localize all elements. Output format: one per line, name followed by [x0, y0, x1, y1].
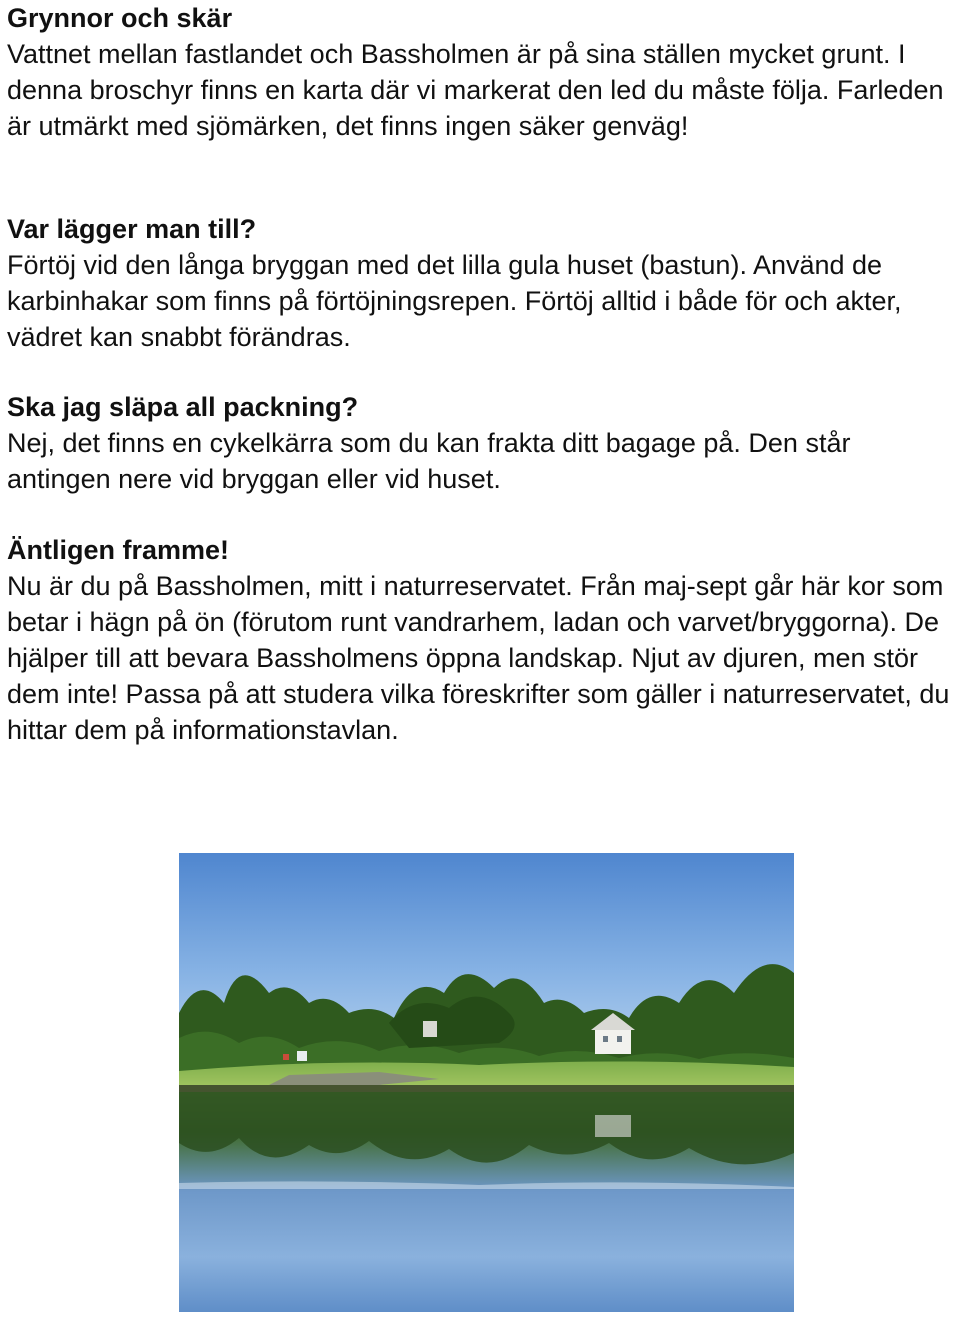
section-packning: [7, 389, 957, 497]
section-heading: Var lägger man till?: [7, 214, 257, 244]
section-body: Nej, det finns en cykelkärra som du kan frakta ditt bagage på. Den står antingen nere vid bryggan eller vid huset.: [7, 428, 851, 494]
section-body: Förtöj vid den långa bryggan med det lilla gula huset (bastun). Använd de karbinhakar som finns på förtöjningsrepen. Förtöj alltid i både för och akter, vädret kan snabbt förändras.: [7, 250, 902, 352]
section-framme: [7, 532, 957, 748]
section-var-lagger: [7, 211, 957, 355]
section-heading: Ska jag släpa all packning?: [7, 392, 359, 422]
section-grynnor: [7, 0, 957, 144]
section-body: Nu är du på Bassholmen, mitt i naturreservatet. Från maj-sept går här kor som betar i hägn på ön (förutom runt vandrarhem, ladan och varvet/bryggorna). De hjälper till att bevara Bassholmens öppna landskap. Njut av djuren, men stör dem inte! Passa på att studera vilka föreskrifter som gäller i naturreservatet, du hittar dem på informationstavlan.: [7, 571, 950, 745]
section-heading: Grynnor och skär: [7, 3, 233, 33]
section-heading: Äntligen framme!: [7, 535, 230, 565]
section-body: Vattnet mellan fastlandet och Bassholmen är på sina ställen mycket grunt. I denna broschyr finns en karta där vi markerat den led du måste följa. Farleden är utmärkt med sjömärken, det finns ingen säker genväg!: [7, 39, 944, 141]
landscape-photo: [179, 853, 794, 1312]
